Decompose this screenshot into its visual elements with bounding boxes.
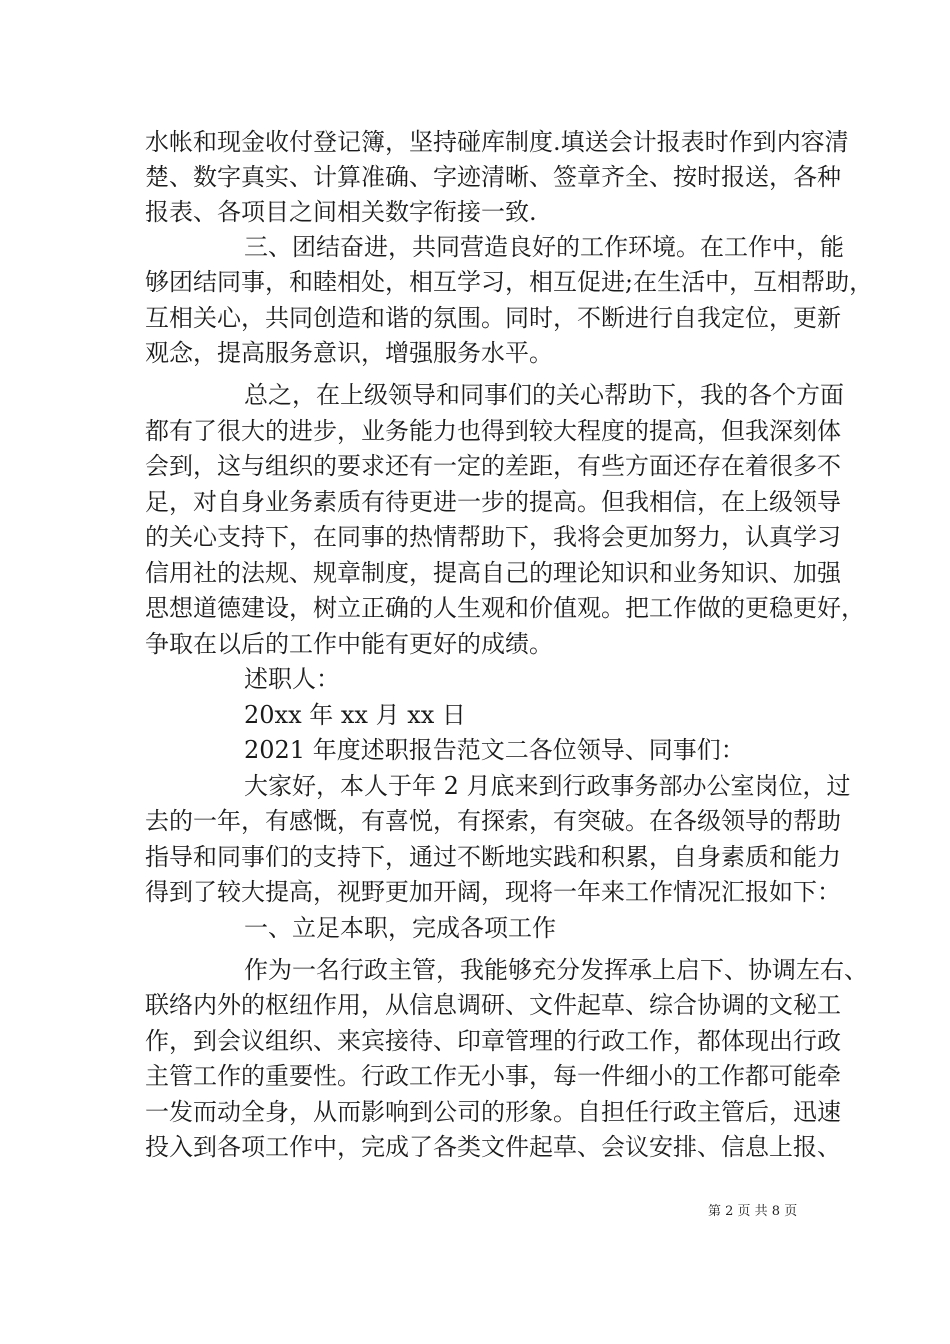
- text-line: 指导和同事们的支持下，通过不断地实践和积累，自身素质和能力: [145, 843, 841, 871]
- text-line: 思想道德建设，树立正确的人生观和价值观。把工作做的更稳更好，: [145, 594, 865, 622]
- date-line: 20xx 年 xx 月 xx 日: [244, 701, 466, 729]
- text-line: 互相关心，共同创造和谐的氛围。同时，不断进行自我定位，更新: [145, 304, 841, 332]
- text-line: 都有了很大的进步，业务能力也得到较大程度的提高，但我深刻体: [145, 417, 841, 445]
- text-line: 观念，提高服务意识，增强服务水平。: [145, 339, 553, 367]
- text-line: 会到，这与组织的要求还有一定的差距，有些方面还存在着很多不: [145, 452, 841, 480]
- text-line: 一发而动全身，从而影响到公司的形象。自担任行政主管后，迅速: [145, 1098, 841, 1126]
- paragraph-start-line: 作为一名行政主管，我能够充分发挥承上启下、协调左右、: [244, 956, 868, 984]
- text-line: 够团结同事，和睦相处，相互学习，相互促进;在生活中，互相帮助，: [145, 268, 874, 296]
- text-line: 楚、数字真实、计算准确、字迹清晰、签章齐全、按时报送，各种: [145, 163, 841, 191]
- text-line: 去的一年，有感慨，有喜悦，有探索，有突破。在各级领导的帮助: [145, 807, 841, 835]
- text-line: 得到了较大提高，视野更加开阔，现将一年来工作情况汇报如下：: [145, 878, 841, 906]
- text-line: 争取在以后的工作中能有更好的成绩。: [145, 630, 553, 658]
- subheading: 一、立足本职，完成各项工作: [244, 914, 556, 942]
- text-line: 报表、各项目之间相关数字衔接一致.: [145, 198, 537, 226]
- text-line: 信用社的法规、规章制度，提高自己的理论知识和业务知识、加强: [145, 559, 841, 587]
- text-line: 投入到各项工作中，完成了各类文件起草、会议安排、信息上报、: [145, 1133, 841, 1161]
- text-line: 足，对自身业务素质有待更进一步的提高。但我相信，在上级领导: [145, 488, 841, 516]
- paragraph-start-line: 大家好，本人于年 2 月底来到行政事务部办公室岗位，过: [244, 772, 851, 800]
- page-number: 第 2 页 共 8 页: [708, 1204, 798, 1219]
- text-line: 主管工作的重要性。行政工作无小事，每一件细小的工作都可能牵: [145, 1062, 841, 1090]
- paragraph-start-line: 总之，在上级领导和同事们的关心帮助下，我的各个方面: [244, 381, 844, 409]
- text-line: 联络内外的枢纽作用，从信息调研、文件起草、综合协调的文秘工: [145, 991, 841, 1019]
- text-line: 作，到会议组织、来宾接待、印章管理的行政工作，都体现出行政: [145, 1027, 841, 1055]
- paragraph-start-line: 三、团结奋进，共同营造良好的工作环境。在工作中，能: [244, 233, 844, 261]
- section-title: 2021 年度述职报告范文二各位领导、同事们：: [244, 736, 745, 764]
- text-line: 水帐和现金收付登记簿，坚持碰库制度.填送会计报表时作到内容清: [145, 128, 849, 156]
- text-line: 的关心支持下，在同事的热情帮助下，我将会更加努力，认真学习: [145, 523, 841, 551]
- signature-label: 述职人：: [244, 665, 340, 693]
